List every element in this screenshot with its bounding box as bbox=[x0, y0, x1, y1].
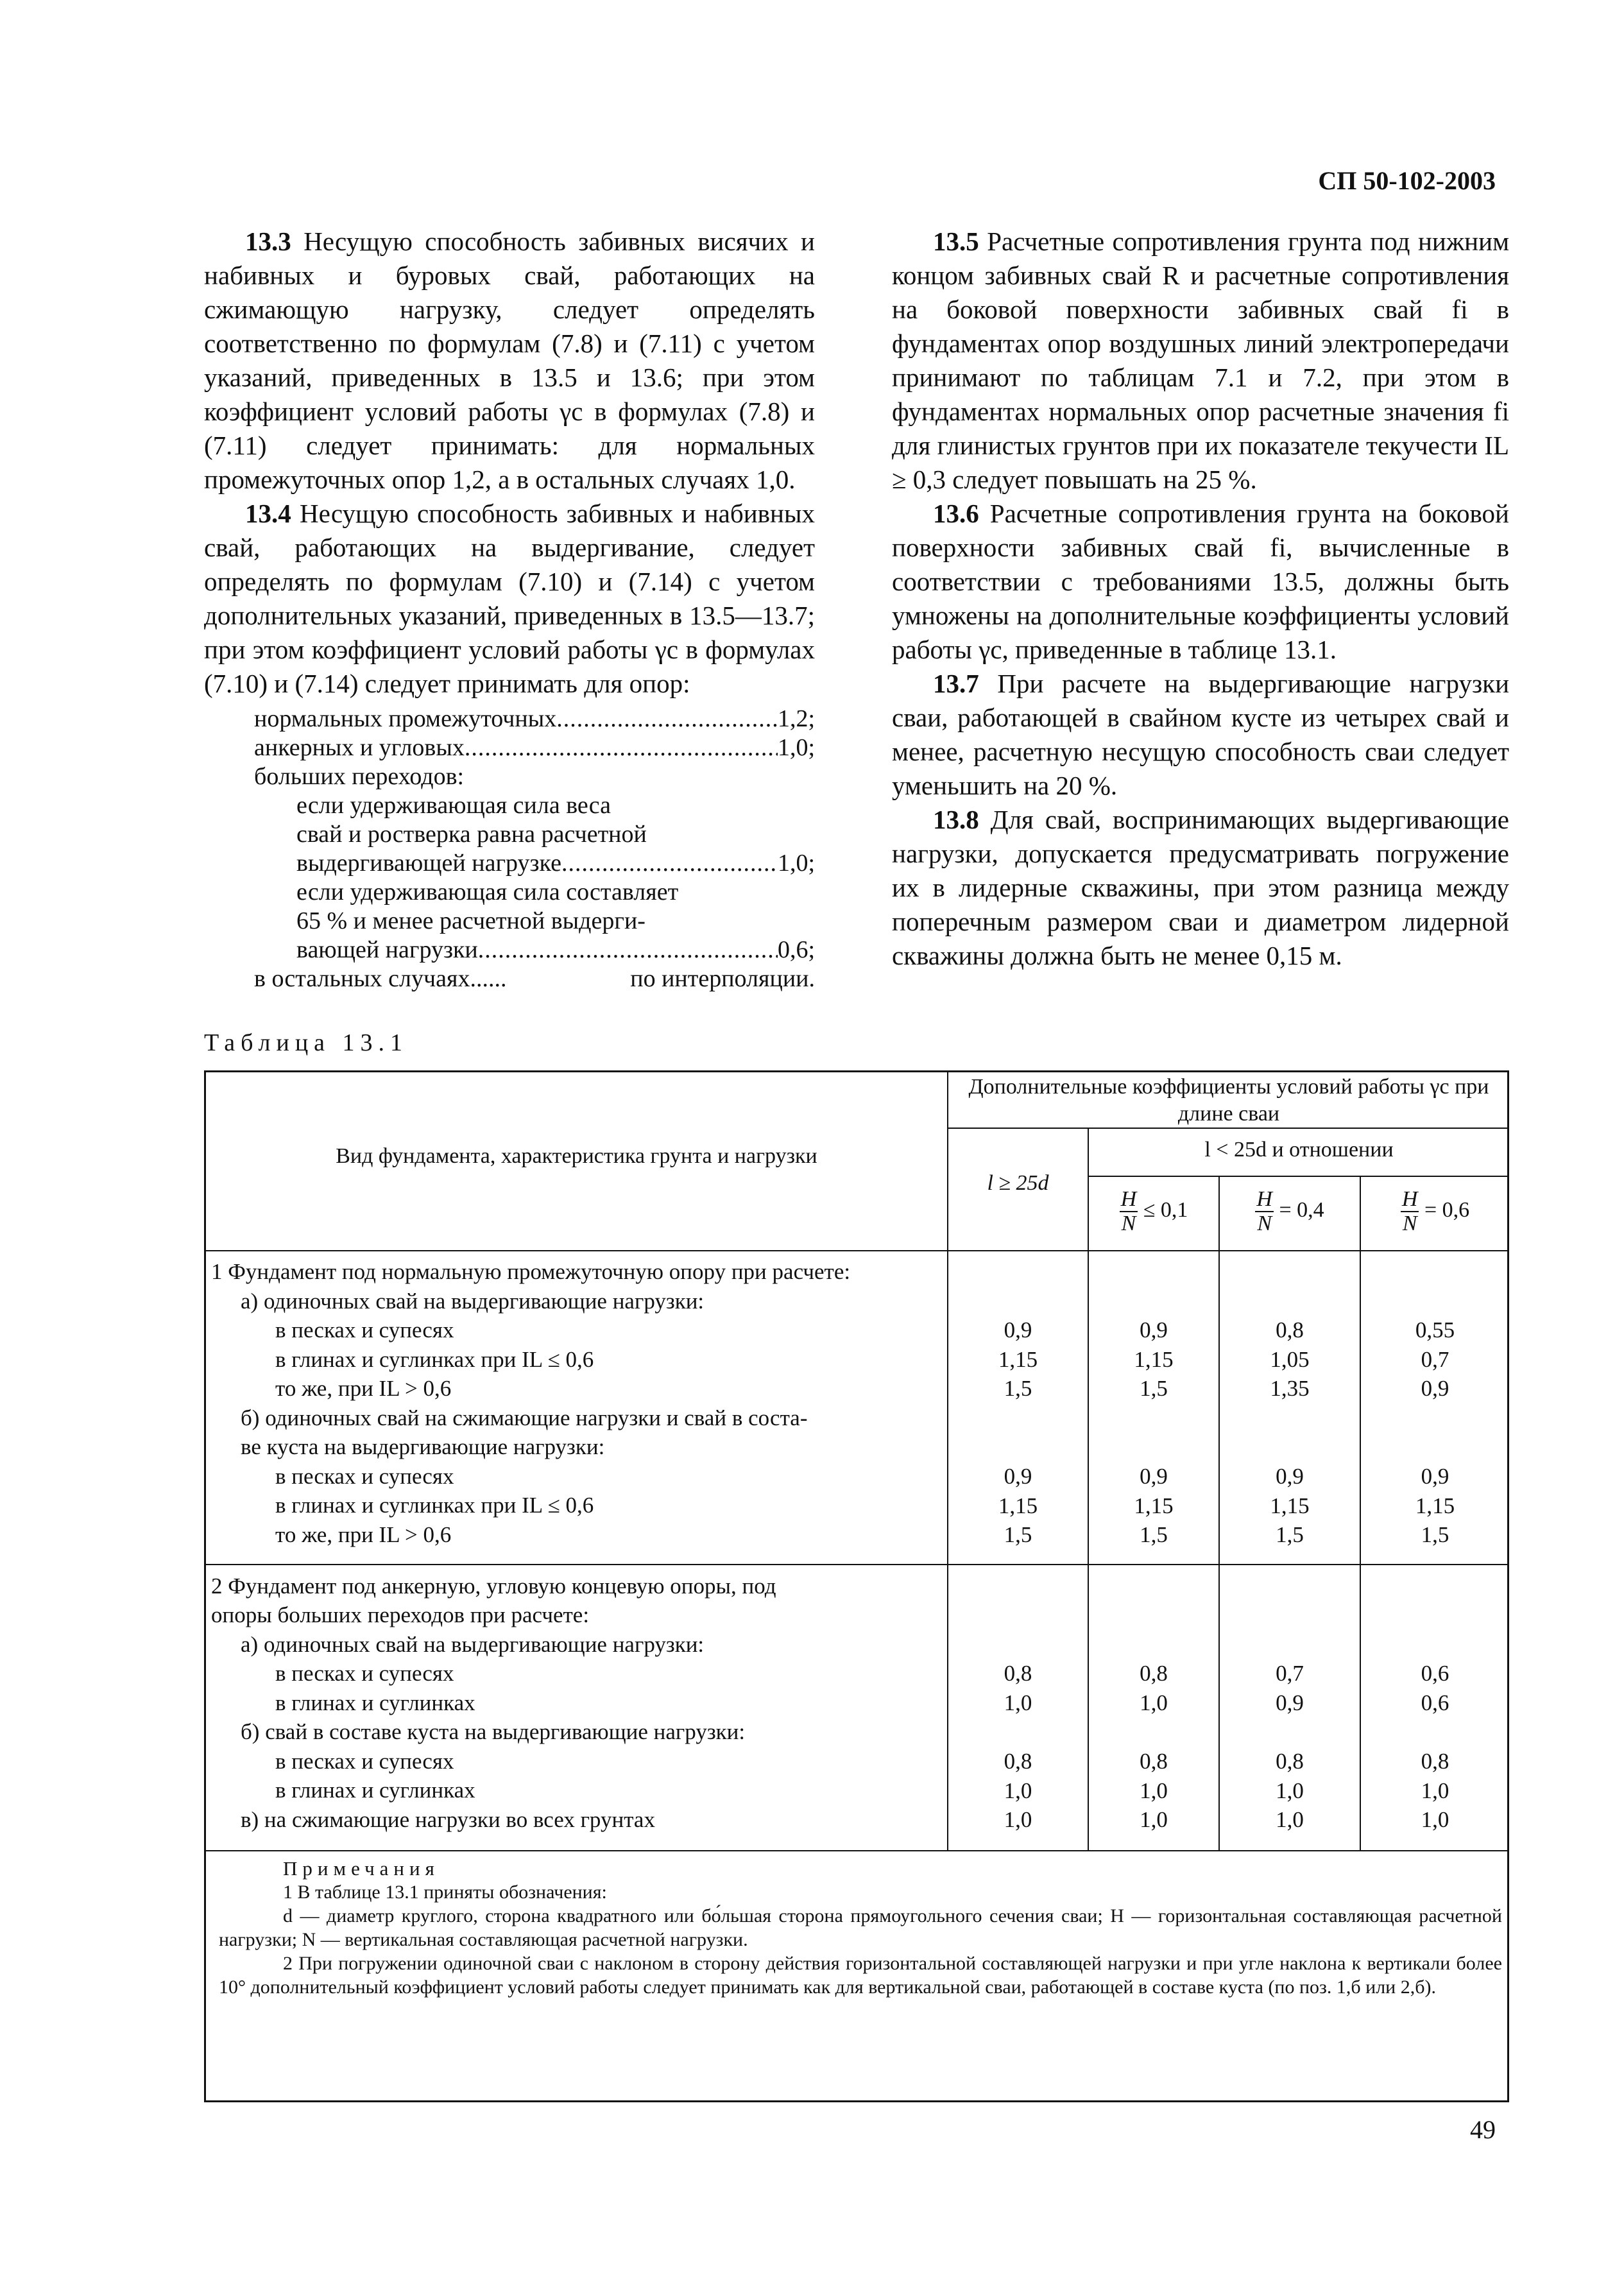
table-cell: 0,8 bbox=[1140, 1749, 1168, 1774]
table-row-label: в) на сжимающие нагрузки во всех грунтах bbox=[241, 1807, 655, 1832]
table-row-label: в песках и супесях bbox=[275, 1464, 454, 1489]
table-row-label: в глинах и суглинках bbox=[275, 1690, 475, 1715]
table-cell: 0,9 bbox=[1004, 1317, 1032, 1342]
header-ratio-0-1: $\frac{H}{N}$ ≤ 0,1 bbox=[1120, 1187, 1188, 1235]
page-number: 49 bbox=[1470, 2115, 1496, 2144]
notes-title: Примечания bbox=[283, 1857, 440, 1880]
list-item: 65 % и менее расчетной выдерги- bbox=[296, 907, 645, 934]
table-cell: 1,15 bbox=[1134, 1346, 1174, 1372]
table-cell: 1,5 bbox=[1276, 1522, 1304, 1547]
table-row-label: в песках и супесях bbox=[275, 1317, 454, 1342]
paragraph-13-3 bbox=[204, 225, 815, 497]
table-column-values bbox=[1220, 1462, 1360, 1550]
table-column-values bbox=[948, 1462, 1088, 1550]
table-cell: 0,6 bbox=[1421, 1690, 1449, 1715]
table-column-values bbox=[1361, 1747, 1509, 1835]
table-cell: 0,9 bbox=[1140, 1464, 1168, 1489]
clause-number: 13.6 bbox=[933, 499, 979, 528]
table-cell: 0,8 bbox=[1421, 1749, 1449, 1774]
list-item: в остальных случаях...... по интерполяции. bbox=[254, 965, 815, 992]
table-cell: 0,9 bbox=[1140, 1317, 1168, 1342]
table-notes bbox=[219, 1857, 1502, 1999]
table-cell: 1,5 bbox=[1140, 1522, 1168, 1547]
list-item: больших переходов: bbox=[254, 763, 465, 790]
table-cell: 0,8 bbox=[1276, 1317, 1304, 1342]
paragraph-13-7 bbox=[892, 667, 1509, 803]
table-cell: 1,5 bbox=[1421, 1522, 1449, 1547]
left-column bbox=[204, 225, 815, 993]
table-cell: 1,0 bbox=[1140, 1690, 1168, 1715]
table-column-values bbox=[1089, 1316, 1218, 1403]
paragraph-13-6 bbox=[892, 497, 1509, 667]
header-foundation-type: Вид фундамента, характеристика грунта и нагрузки bbox=[336, 1144, 817, 1168]
table-cell: 1,0 bbox=[1276, 1807, 1304, 1832]
table-cell: 1,0 bbox=[1004, 1807, 1032, 1832]
table-caption: Таблица 13.1 bbox=[204, 1029, 409, 1056]
table-row-label: опоры больших переходов при расчете: bbox=[211, 1602, 590, 1627]
table-row-label: ве куста на выдергивающие нагрузки: bbox=[241, 1434, 605, 1459]
table-cell: 1,05 bbox=[1270, 1346, 1310, 1372]
table-cell: 0,8 bbox=[1276, 1749, 1304, 1774]
table-cell: 0,9 bbox=[1276, 1690, 1304, 1715]
table-cell: 0,55 bbox=[1415, 1317, 1455, 1342]
coefficient-list bbox=[204, 705, 815, 993]
clause-text: Расчетные сопротивления грунта на боковой поверхности забивных свай fi, вычисленные в соответствии с требованиями 13.5, должны быть умножены на дополнительные коэффициенты условий работы γc, приведенные в таблице 13.1. bbox=[892, 499, 1509, 664]
table-cell: 1,35 bbox=[1270, 1376, 1310, 1401]
table-column-values bbox=[1089, 1462, 1218, 1550]
list-item: анкерных и угловых ..... 1,0; bbox=[254, 733, 815, 762]
clause-number: 13.3 bbox=[245, 227, 291, 256]
clause-number: 13.4 bbox=[245, 499, 291, 528]
table-cell: 0,9 bbox=[1004, 1464, 1032, 1489]
table-row-label: 2 Фундамент под анкерную, угловую концевую опоры, под bbox=[211, 1574, 776, 1599]
table-cell: 1,15 bbox=[998, 1346, 1038, 1372]
list-item: свай и ростверка равна расчетной bbox=[296, 821, 647, 848]
table-cell: 1,15 bbox=[998, 1493, 1038, 1518]
table-column-values bbox=[1089, 1659, 1218, 1717]
note-1-definitions: d — диаметр круглого, сторона квадратного или бо́льшая сторона прямоугольного сечения сваи; H — горизонтальная составляющая расчетной нагрузки; N — вертикальная составляющая расчетной нагрузки. bbox=[219, 1905, 1502, 1950]
paragraph-13-4 bbox=[204, 497, 815, 701]
table-cell: 0,9 bbox=[1276, 1464, 1304, 1489]
table-column-values bbox=[1220, 1659, 1360, 1717]
list-item: вающей нагрузки ..... 0,6; bbox=[254, 936, 815, 965]
table-13-1 bbox=[204, 1070, 1509, 2102]
table-row-label: в глинах и суглинках при IL ≤ 0,6 bbox=[275, 1493, 594, 1518]
clause-text: Несущую способность забивных висячих и набивных и буровых свай, работающих на сжимающую нагрузку, следует определять соответственно по формулам (7.8) и (7.11) с учетом указаний, приведенных в 13.5 и 13.6; при этом коэффициент условий работы γc в формулах (7.8) и (7.11) следует принимать: для нормальных промежуточных опор 1,2, а в остальных случаях 1,0. bbox=[204, 227, 815, 494]
table-cell: 0,9 bbox=[1421, 1376, 1449, 1401]
table-cell: 0,9 bbox=[1421, 1464, 1449, 1489]
table-row-label: в глинах и суглинках при IL ≤ 0,6 bbox=[275, 1347, 594, 1372]
list-item: если удерживающая сила веса bbox=[296, 792, 611, 819]
table-cell: 0,7 bbox=[1421, 1346, 1449, 1372]
table-cell: 1,5 bbox=[1004, 1376, 1032, 1401]
table-cell: 1,0 bbox=[1421, 1778, 1449, 1803]
table-cell: 1,0 bbox=[1140, 1807, 1168, 1832]
table-column-values bbox=[1361, 1316, 1509, 1403]
table-column-values bbox=[1361, 1659, 1509, 1717]
table-cell: 1,0 bbox=[1004, 1778, 1032, 1803]
paragraph-13-8 bbox=[892, 803, 1509, 973]
clause-number: 13.5 bbox=[933, 227, 979, 256]
list-item: если удерживающая сила составляет bbox=[296, 879, 679, 905]
table-column-values bbox=[1220, 1747, 1360, 1835]
header-long-pile: l ≥ 25d bbox=[987, 1171, 1049, 1195]
list-item: нормальных промежуточных ..... 1,2; bbox=[254, 705, 815, 733]
clause-text: Расчетные сопротивления грунта под нижним концом забивных свай R и расчетные сопротивления на боковой поверхности забивных свай fi в фундаментах опор воздушных линий электропередачи принимают по таблицам 7.1 и 7.2, при этом в фундаментах нормальных опор расчетные значения fi для глинистых грунтов при их показателе текучести IL ≥ 0,3 следует повышать на 25 %. bbox=[892, 227, 1510, 494]
header-ratio-0-6: $\frac{H}{N}$ = 0,6 bbox=[1401, 1187, 1470, 1235]
clause-number: 13.8 bbox=[933, 805, 979, 834]
table-cell: 1,0 bbox=[1421, 1807, 1449, 1832]
table-cell: 1,15 bbox=[1415, 1493, 1455, 1518]
header-ratio-0-4: $\frac{H}{N}$ = 0,4 bbox=[1256, 1187, 1324, 1235]
table-row-label: в песках и супесях bbox=[275, 1661, 454, 1686]
note-2: 2 При погружении одиночной сваи с наклоном в сторону действия горизонтальной составляющей нагрузки и при угле наклона к вертикали более 10° дополнительный коэффициент условий работы следует принимать как для вертикальной сваи, работающей в составе куста (по поз. 1,б или 2,б). bbox=[219, 1953, 1502, 1998]
note-1: 1 В таблице 13.1 приняты обозначения: bbox=[283, 1882, 607, 1903]
table-cell: 0,6 bbox=[1421, 1661, 1449, 1686]
list-item: выдергивающей нагрузке ..... 1,0; bbox=[254, 849, 815, 878]
table-cell: 1,0 bbox=[1140, 1778, 1168, 1803]
table-cell: 1,0 bbox=[1004, 1690, 1032, 1715]
table-cell: 1,5 bbox=[1140, 1376, 1168, 1401]
table-column-values bbox=[1361, 1462, 1509, 1550]
clause-text: При расчете на выдергивающие нагрузки сваи, работающей в свайном кусте из четырех свай и менее, расчетную несущую способность сваи следует уменьшить на 20 %. bbox=[892, 669, 1510, 800]
document-code: СП 50-102-2003 bbox=[1318, 166, 1496, 195]
table-row-label: в песках и супесях bbox=[275, 1749, 454, 1774]
table-row-label: а) одиночных свай на выдергивающие нагрузки: bbox=[241, 1632, 705, 1657]
header-short-pile: l < 25d и отношении bbox=[1204, 1138, 1394, 1162]
clause-text: Несущую способность забивных и набивных свай, работающих на выдергивание, следует определять по формулам (7.10) и (7.14) с учетом дополнительных указаний, приведенных в 13.5—13.7; при этом коэффициент условий работы γc в формулах (7.10) и (7.14) следует принимать для опор: bbox=[204, 499, 816, 698]
table-row-label: а) одиночных свай на выдергивающие нагрузки: bbox=[241, 1289, 705, 1314]
table-cell: 0,7 bbox=[1276, 1661, 1304, 1686]
table-row-label: 1 Фундамент под нормальную промежуточную опору при расчете: bbox=[211, 1259, 851, 1284]
paragraph-13-5 bbox=[892, 225, 1509, 497]
table-column-values bbox=[948, 1659, 1088, 1717]
table-column-values bbox=[1089, 1747, 1218, 1835]
table-column-values bbox=[948, 1316, 1088, 1403]
clause-text: Для свай, воспринимающих выдергивающие нагрузки, допускается предусматривать погружение их в лидерные скважины, при этом разница между поперечным размером сваи и диаметром лидерной скважины должна быть не менее 0,15 м. bbox=[892, 805, 1510, 970]
table-row-label: то же, при IL > 0,6 bbox=[275, 1376, 452, 1401]
clause-number: 13.7 bbox=[933, 669, 979, 698]
table-cell: 1,5 bbox=[1004, 1522, 1032, 1547]
table-cell: 1,15 bbox=[1134, 1493, 1174, 1518]
header-coefficients: Дополнительные коэффициенты условий работы γc при длине сваи bbox=[968, 1075, 1489, 1126]
table-row-label: то же, при IL > 0,6 bbox=[275, 1522, 452, 1547]
table-row-label: б) свай в составе куста на выдергивающие нагрузки: bbox=[241, 1719, 746, 1744]
table-cell: 1,0 bbox=[1276, 1778, 1304, 1803]
table-cell: 0,8 bbox=[1004, 1661, 1032, 1686]
right-column bbox=[892, 225, 1509, 973]
table-cell: 0,8 bbox=[1140, 1661, 1168, 1686]
table-cell: 1,15 bbox=[1270, 1493, 1310, 1518]
table-row-label: в глинах и суглинках bbox=[275, 1778, 475, 1803]
table-row-label: б) одиночных свай на сжимающие нагрузки и свай в соста- bbox=[241, 1405, 808, 1430]
table-column-values bbox=[1220, 1316, 1360, 1403]
table-cell: 0,8 bbox=[1004, 1749, 1032, 1774]
table-column-values bbox=[948, 1747, 1088, 1835]
